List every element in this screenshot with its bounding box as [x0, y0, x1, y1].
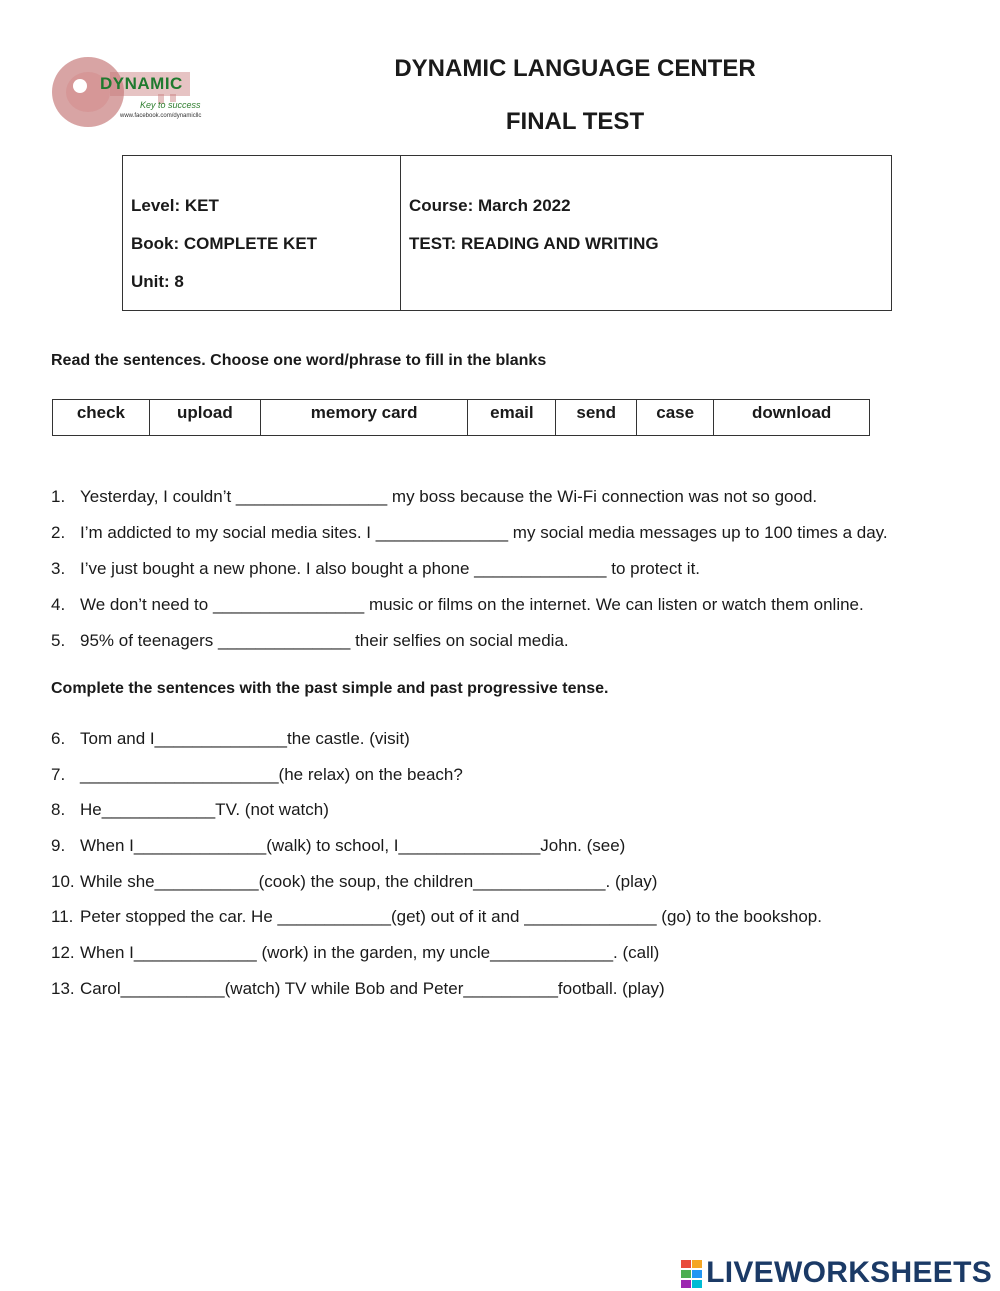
question-text[interactable]: When I_____________ (work) in the garden, my uncle_____________. (call)	[80, 943, 660, 962]
question	[51, 595, 864, 615]
info-table	[122, 155, 892, 311]
question-text[interactable]: I’ve just bought a new phone. I also bought a phone ______________ to protect it.	[80, 559, 701, 578]
word-bank-item: email	[468, 400, 556, 436]
question	[51, 943, 659, 963]
question-text[interactable]: I’m addicted to my social media sites. I ______________ my social media messages up to 100 times a day.	[80, 523, 888, 542]
word-bank-item: download	[714, 400, 870, 436]
question-number: 3.	[51, 559, 66, 578]
section1-heading: Read the sentences. Choose one word/phrase to fill in the blanks	[51, 352, 547, 369]
logo-url: www.facebook.com/dynamicllc	[120, 113, 202, 119]
question-text[interactable]: While she___________(cook) the soup, the children______________. (play)	[80, 872, 658, 891]
question	[51, 836, 625, 856]
question-number: 6.	[51, 729, 66, 748]
word-bank-item: case	[637, 400, 714, 436]
question-text[interactable]: Carol___________(watch) TV while Bob and Peter__________football. (play)	[80, 979, 665, 998]
question-number: 7.	[51, 765, 66, 784]
question-text[interactable]: 95% of teenagers ______________ their selfies on social media.	[80, 631, 569, 650]
question	[51, 765, 463, 785]
liveworksheets-logo-icon	[681, 1260, 703, 1288]
question-text[interactable]: Tom and I______________the castle. (visit)	[80, 729, 410, 748]
question-text[interactable]: He____________TV. (not watch)	[80, 800, 329, 819]
question	[51, 523, 888, 543]
word-bank-item: check	[53, 400, 150, 436]
info-right-cell	[401, 156, 892, 311]
page-title: FINAL TEST	[505, 108, 645, 135]
org-title: DYNAMIC LANGUAGE CENTER	[394, 55, 756, 82]
question-number: 9.	[51, 836, 66, 855]
question-number: 5.	[51, 631, 66, 650]
test-text: TEST: READING AND WRITING	[409, 234, 659, 253]
question	[51, 559, 700, 579]
info-left-cell	[123, 156, 401, 311]
question-number: 8.	[51, 800, 66, 819]
question-text[interactable]: Yesterday, I couldn’t ________________ my boss because the Wi-Fi connection was not so good.	[80, 487, 818, 506]
course-text: Course: March 2022	[409, 196, 571, 215]
question-number: 10.	[51, 872, 75, 891]
question-number: 12.	[51, 943, 75, 962]
question-text[interactable]: Peter stopped the car. He ____________(get) out of it and ______________ (go) to the bookshop.	[80, 907, 822, 926]
word-bank-item: upload	[149, 400, 260, 436]
question-number: 11.	[51, 907, 74, 926]
question	[51, 729, 410, 749]
book-text: Book: COMPLETE KET	[131, 234, 318, 253]
question	[51, 800, 329, 820]
question-text[interactable]: We don’t need to ________________ music or films on the internet. We can listen or watch them online.	[80, 595, 864, 614]
question	[51, 487, 817, 507]
unit-text: Unit: 8	[131, 272, 184, 291]
question-text[interactable]: _____________________(he relax) on the beach?	[80, 765, 463, 784]
question	[51, 631, 569, 651]
level-text: Level: KET	[131, 196, 219, 215]
question	[51, 907, 822, 927]
liveworksheets-brand	[681, 1256, 992, 1290]
logo-name: DYNAMIC	[100, 74, 183, 93]
liveworksheets-text: LIVEWORKSHEETS	[706, 1256, 992, 1289]
question	[51, 979, 665, 999]
question-number: 1.	[51, 487, 66, 506]
word-bank-item: send	[556, 400, 637, 436]
word-bank	[52, 399, 870, 436]
question	[51, 872, 657, 892]
question-number: 2.	[51, 523, 66, 542]
question-number: 13.	[51, 979, 75, 998]
logo-tagline: Key to success	[140, 100, 201, 110]
question-number: 4.	[51, 595, 66, 614]
word-bank-item: memory card	[260, 400, 468, 436]
section2-heading: Complete the sentences with the past simple and past progressive tense.	[51, 680, 609, 697]
question-text[interactable]: When I______________(walk) to school, I_______________John. (see)	[80, 836, 626, 855]
